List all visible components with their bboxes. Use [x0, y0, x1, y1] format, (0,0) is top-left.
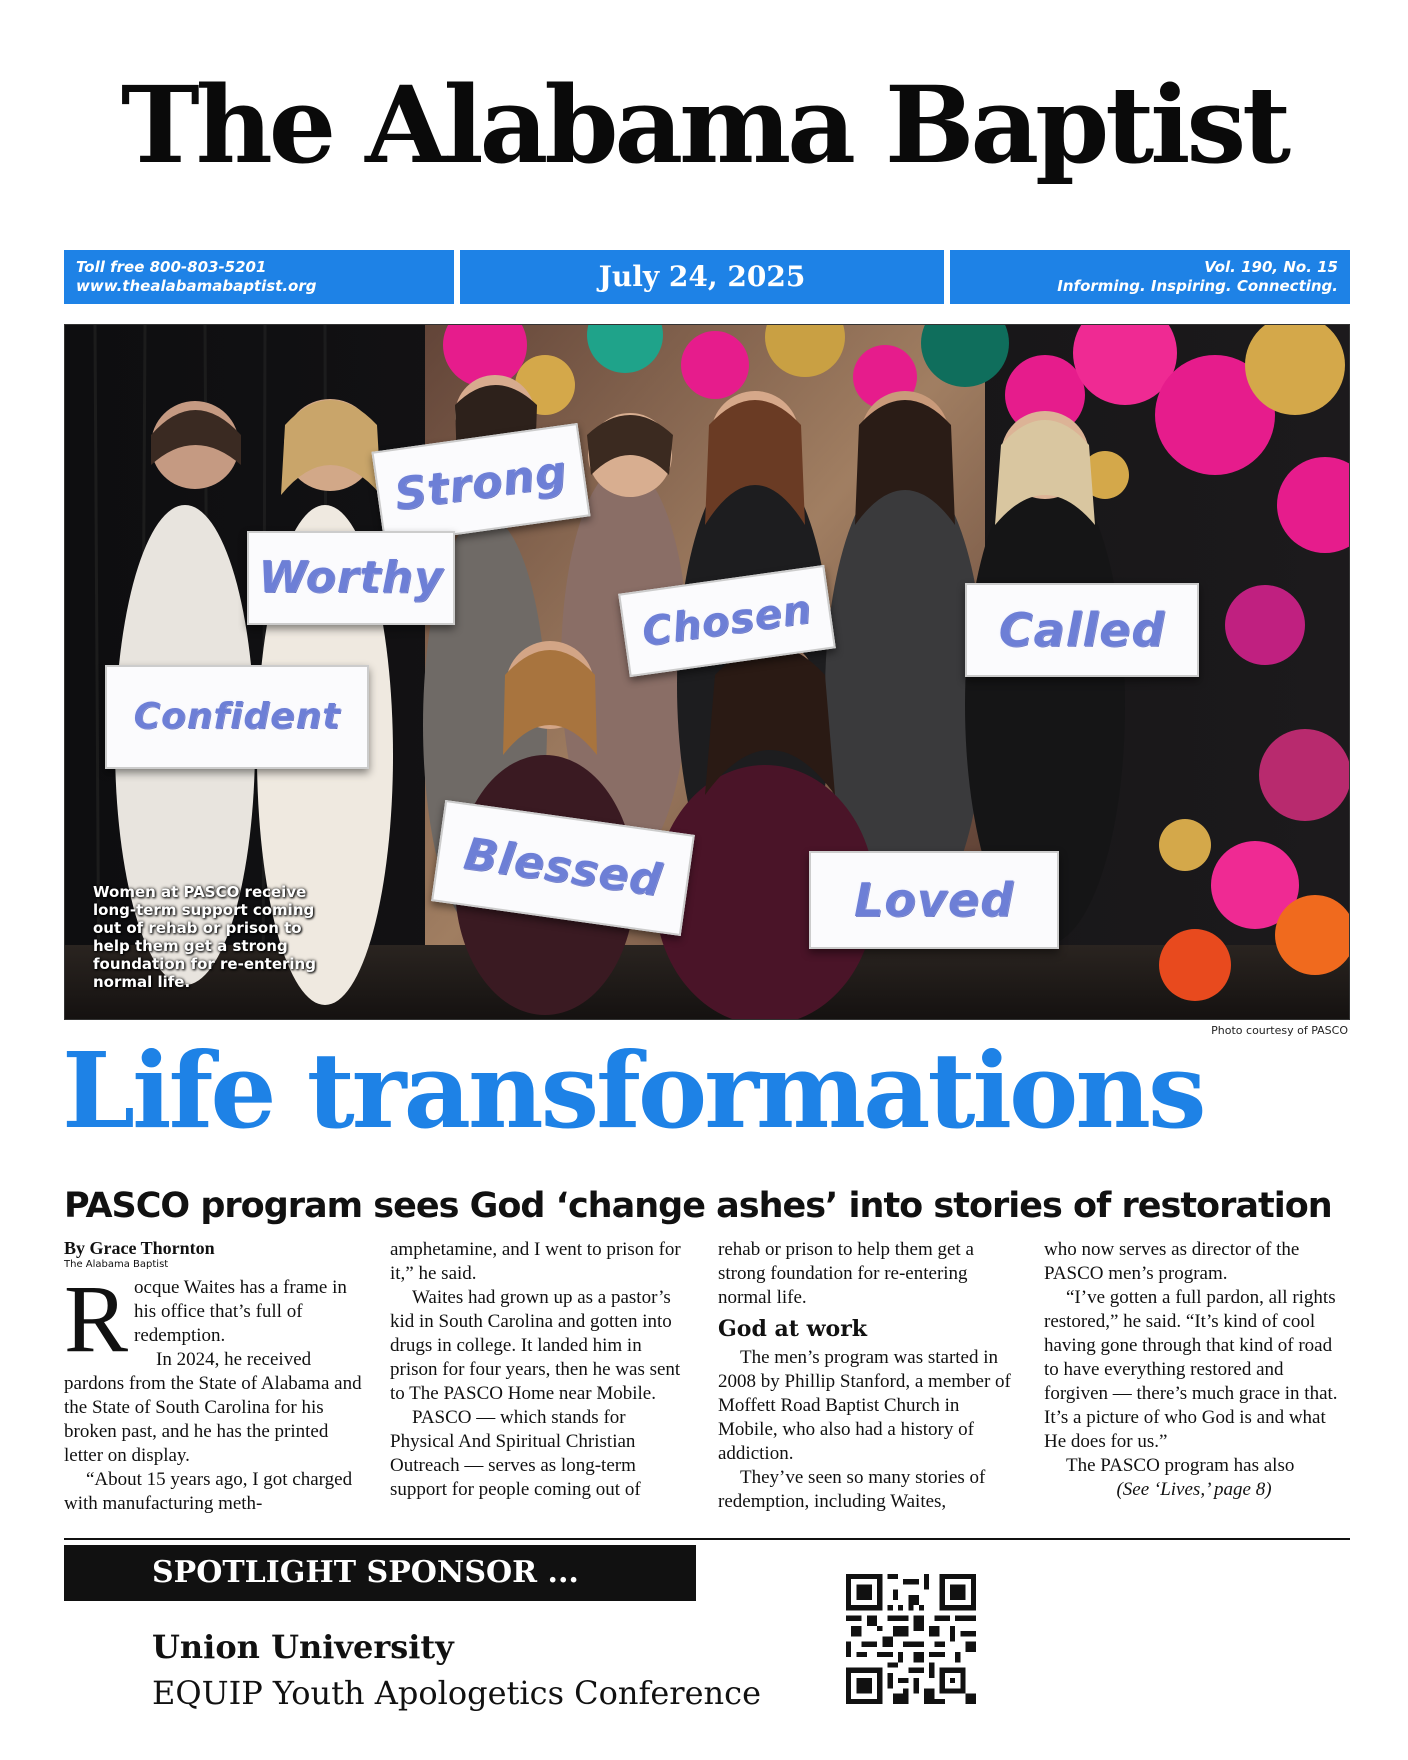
paragraph: The PASCO program has also — [1066, 1455, 1295, 1476]
paragraph: In 2024, he received pardons from the State of Alabama and the State of South Carolina for his broken past, and he has the printed letter on display. — [64, 1349, 362, 1466]
jump-line[interactable]: (See ‘Lives,’ page 8) — [1116, 1479, 1272, 1500]
article-column-3 — [718, 1238, 1018, 1514]
info-bar — [64, 250, 1350, 304]
article-column-2 — [390, 1238, 690, 1502]
drop-cap: R — [64, 1265, 129, 1372]
headline: Life transformations — [62, 1029, 1204, 1152]
contact-block — [64, 250, 454, 304]
sponsor-event: EQUIP Youth Apologetics Conference — [152, 1674, 761, 1712]
paragraph: “I’ve gotten a full pardon, all rights restored,” he said. “It’s kind of cool having gone through that kind of road to have everything restored and forgiven — there’s much grace in that. It’s a picture of who God is and what He does for us.” — [1044, 1287, 1338, 1452]
phone-number: Toll free 800-803-5201 — [76, 258, 267, 276]
paragraph: who now serves as director of the PASCO men’s program. — [1044, 1239, 1300, 1284]
masthead-title: The Alabama Baptist — [120, 62, 1288, 187]
sign-called: Called — [965, 583, 1199, 677]
divider — [64, 1538, 1350, 1540]
sign-worthy: Worthy — [247, 531, 455, 625]
section-heading: God at work — [718, 1316, 868, 1342]
photo-caption: Women at PASCO receive long-term support coming out of rehab or prison to help them get a strong foundation for re-entering normal life. — [93, 883, 316, 991]
sign-chosen: Chosen — [618, 565, 836, 677]
article-column-1 — [64, 1238, 364, 1516]
paragraph: They’ve seen so many stories of redemption, including Waites, — [718, 1467, 986, 1512]
paragraph: amphetamine, and I went to prison for it,” he said. — [390, 1239, 681, 1284]
paragraph: “About 15 years ago, I got charged with manufacturing meth- — [64, 1469, 353, 1514]
sign-loved: Loved — [809, 851, 1059, 949]
sponsor-name: Union University — [152, 1628, 454, 1666]
website-link[interactable]: www.thealabamabaptist.org — [76, 277, 317, 295]
paragraph: rehab or prison to help them get a strong foundation for re-entering normal life. — [718, 1239, 974, 1308]
sponsor-label: SPOTLIGHT SPONSOR ... — [64, 1545, 696, 1601]
paragraph: ocque Waites has a frame in his office that’s full of redemption. — [134, 1277, 347, 1346]
byline-org: The Alabama Baptist — [64, 1259, 169, 1270]
article-column-4 — [1044, 1238, 1344, 1502]
paragraph: Waites had grown up as a pastor’s kid in South Carolina and gotten into drugs in college. It landed him in prison for four years, then he was sent to The PASCO Home near Mobile. — [390, 1287, 681, 1404]
photo-credit: Photo courtesy of PASCO — [1211, 1024, 1348, 1037]
volume-number: Vol. 190, No. 15 — [1204, 258, 1338, 276]
subheadline: PASCO program sees God ‘change ashes’ into stories of restoration — [64, 1186, 1332, 1226]
cover-photo — [64, 324, 1350, 1020]
tagline: Informing. Inspiring. Connecting. — [1057, 277, 1338, 295]
sign-confident: Confident — [105, 665, 369, 769]
byline: By Grace Thornton — [64, 1238, 215, 1258]
paragraph: The men’s program was started in 2008 by Phillip Stanford, a member of Moffett Road Baptist Church in Mobile, who also had a history of addiction. — [718, 1347, 1011, 1464]
paragraph: PASCO — which stands for Physical And Spiritual Christian Outreach — serves as long-term support for people coming out of — [390, 1407, 641, 1500]
volume-block — [950, 250, 1350, 304]
sign-blessed: Blessed — [431, 800, 695, 936]
qr-code-icon[interactable] — [846, 1574, 976, 1704]
issue-date: July 24, 2025 — [460, 250, 944, 304]
sign-strong: Strong — [371, 423, 590, 545]
